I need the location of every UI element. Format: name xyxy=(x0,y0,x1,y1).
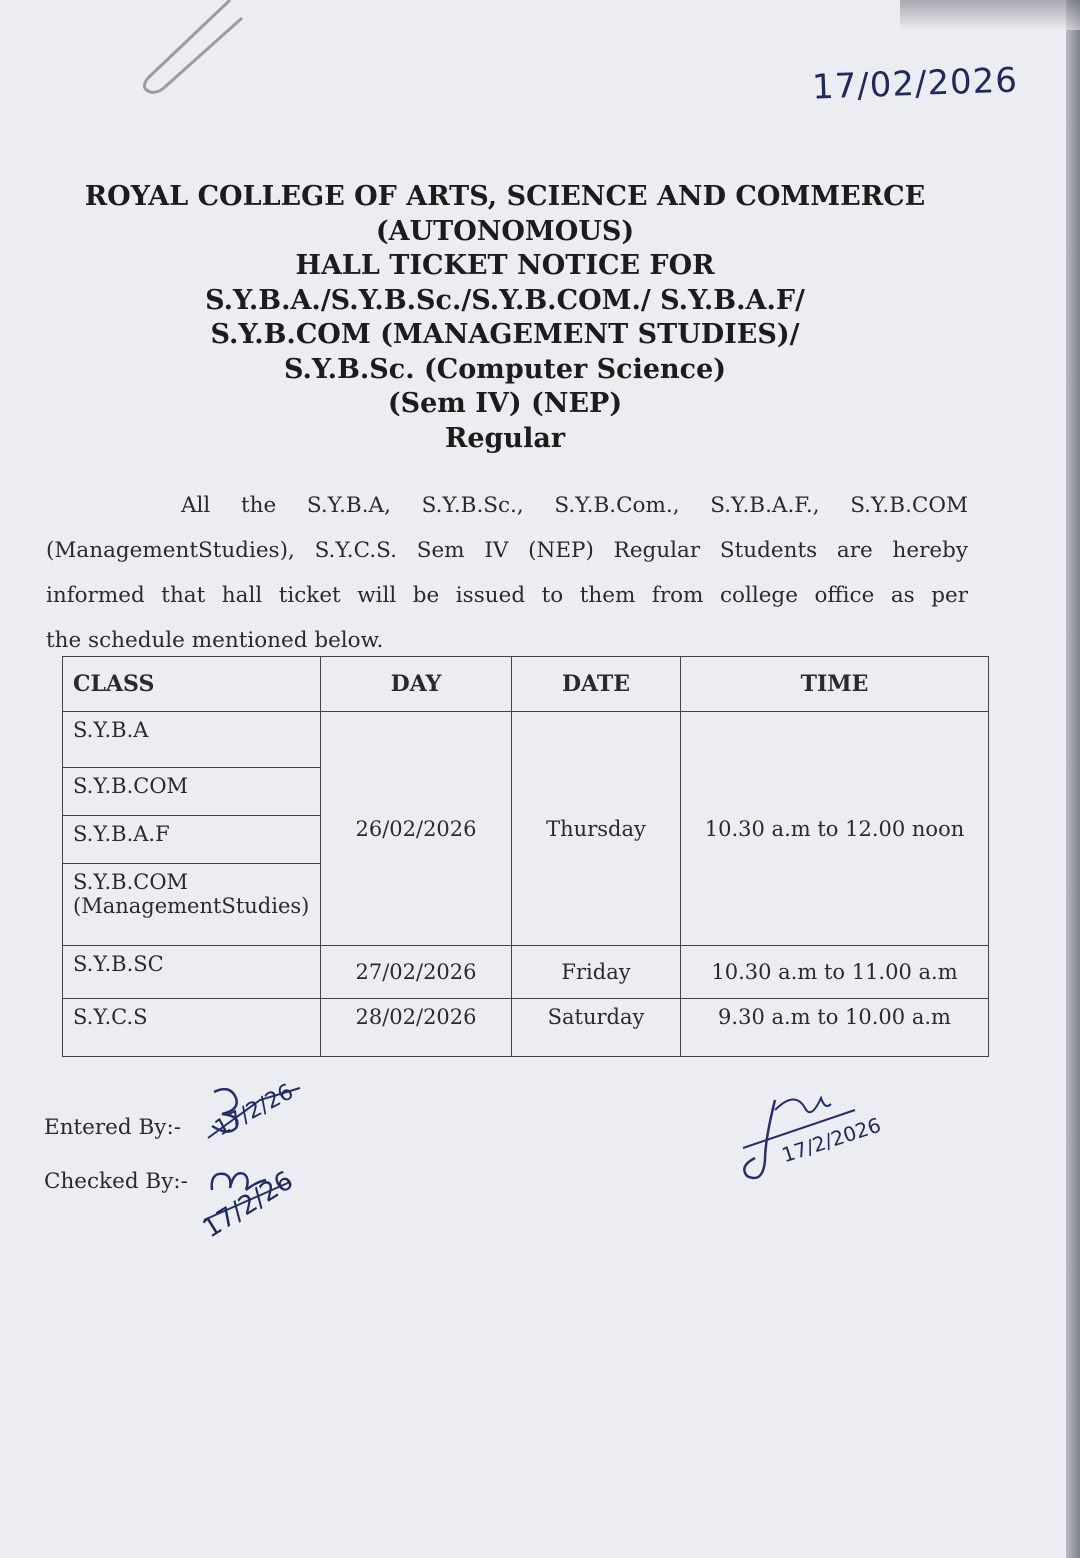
date-cell: Thursday xyxy=(512,712,681,946)
day-cell: 27/02/2026 xyxy=(321,946,512,999)
regular-label: Regular xyxy=(444,422,566,454)
class-cell: S.Y.B.COM xyxy=(63,768,321,816)
table-header-row xyxy=(63,657,989,712)
day-cell: 28/02/2026 xyxy=(321,999,512,1057)
entered-by-sign-date: 17/2/26 xyxy=(211,1079,298,1142)
time-cell: 10.30 a.m to 12.00 noon xyxy=(681,712,989,946)
courses-line-1: S.Y.B.A./S.Y.B.Sc./S.Y.B.COM./ S.Y.B.A.F/ xyxy=(205,284,805,316)
class-cell: S.Y.C.S xyxy=(63,999,321,1057)
table-row xyxy=(63,712,989,768)
class-cell: S.Y.B.SC xyxy=(63,946,321,999)
handwritten-date: 17/02/2026 xyxy=(811,60,1019,108)
notice-paragraph xyxy=(46,483,968,663)
class-cell: S.Y.B.A.F xyxy=(63,816,321,864)
checked-by-label: Checked By:- xyxy=(44,1169,188,1194)
notice-line-4: the schedule mentioned below. xyxy=(46,628,384,653)
semester-label: (Sem IV) (NEP) xyxy=(387,388,623,419)
time-cell: 10.30 a.m to 11.00 a.m xyxy=(681,946,989,999)
notice-heading xyxy=(0,180,1010,456)
courses-line-3: S.Y.B.Sc. (Computer Science) xyxy=(283,353,727,385)
schedule-table xyxy=(62,656,989,1057)
autonomous-label: (AUTONOMOUS) xyxy=(375,215,635,247)
notice-title: HALL TICKET NOTICE FOR xyxy=(295,250,715,281)
checked-by-sign-date: 17/2/26 xyxy=(197,1165,299,1245)
table-row xyxy=(63,946,989,999)
class-cell: S.Y.B.A xyxy=(63,712,321,768)
header-date: DATE xyxy=(512,657,681,712)
header-day: DAY xyxy=(321,657,512,712)
day-cell: 26/02/2026 xyxy=(321,712,512,946)
header-time: TIME xyxy=(681,657,989,712)
college-name: ROYAL COLLEGE OF ARTS, SCIENCE AND COMMERCE xyxy=(84,181,926,212)
principal-sign-date: 17/2/2026 xyxy=(778,1112,884,1168)
date-cell: Saturday xyxy=(512,999,681,1057)
notice-line-1: All the S.Y.B.A, S.Y.B.Sc., S.Y.B.Com., S.Y.B.A.F., S.Y.B.COM xyxy=(181,493,968,518)
time-cell: 9.30 a.m to 10.00 a.m xyxy=(681,999,989,1057)
table-row xyxy=(63,999,989,1057)
page-top-shadow xyxy=(900,0,1080,30)
notice-line-2: (ManagementStudies), S.Y.C.S. Sem IV (NEP) Regular Students are hereby xyxy=(46,538,968,563)
courses-line-2: S.Y.B.COM (MANAGEMENT STUDIES)/ xyxy=(210,319,800,350)
class-cell: S.Y.B.COM (ManagementStudies) xyxy=(63,864,321,946)
notice-line-3: informed that hall ticket will be issued to them from college office as per xyxy=(46,583,968,608)
entered-by-label: Entered By:- xyxy=(44,1115,181,1140)
page-edge-shadow xyxy=(1066,0,1080,1558)
header-class: CLASS xyxy=(63,657,321,712)
paper-clip-icon xyxy=(130,0,250,100)
date-cell: Friday xyxy=(512,946,681,999)
